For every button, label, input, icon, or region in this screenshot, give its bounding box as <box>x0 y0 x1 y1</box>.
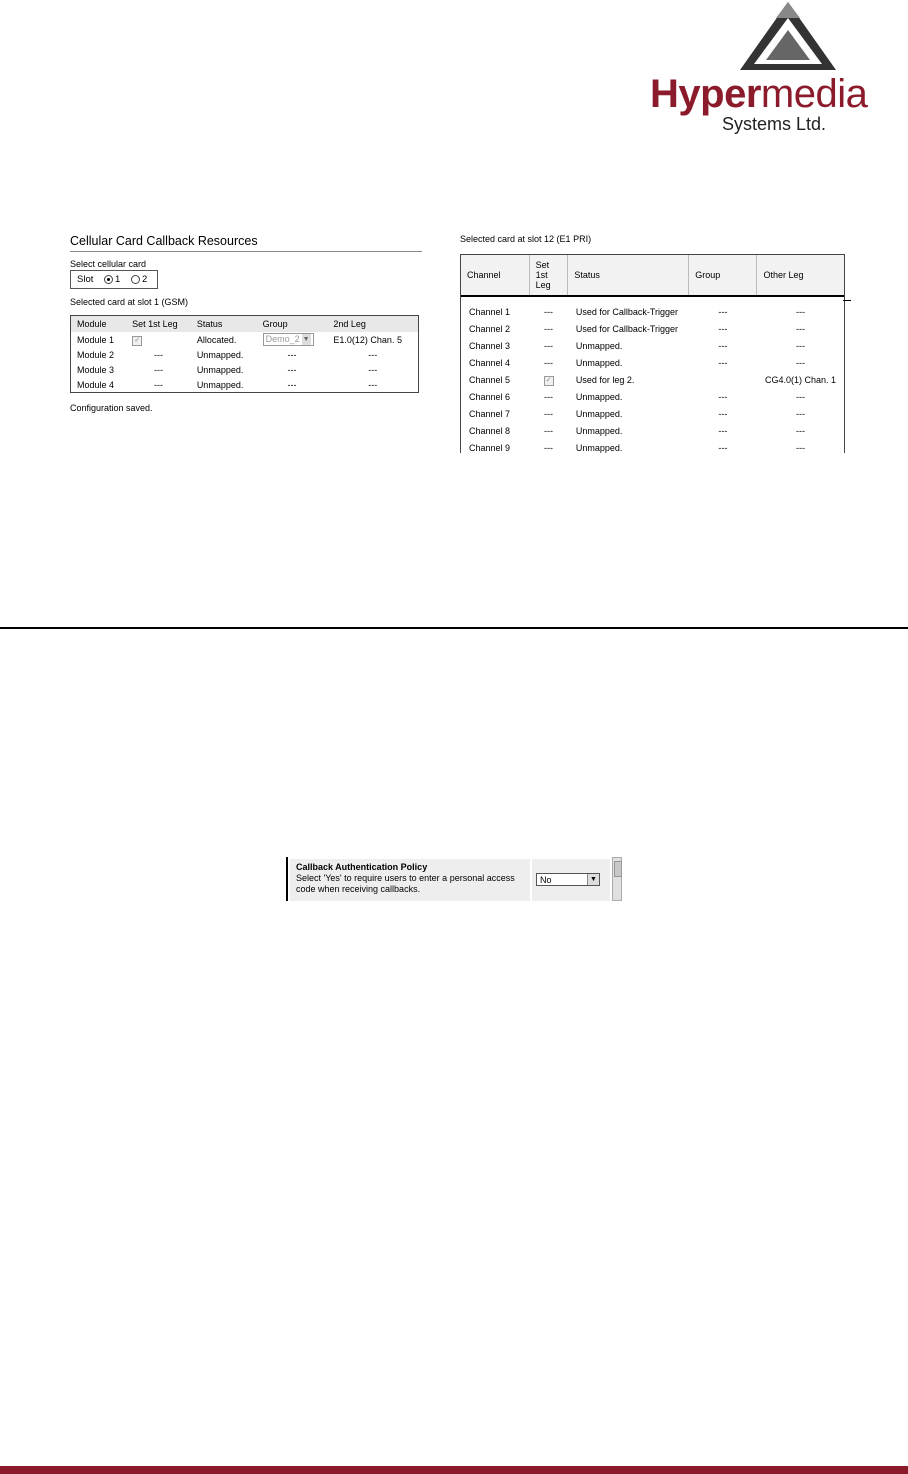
group-cell: --- <box>718 323 728 334</box>
status-cell: Unmapped. <box>575 340 623 351</box>
other-leg-cell: --- <box>795 357 805 368</box>
second-leg-cell: --- <box>368 364 378 375</box>
set-leg-cell: --- <box>544 425 554 436</box>
table-row <box>71 332 419 347</box>
second-leg-cell: --- <box>368 379 378 390</box>
module-name: Module 3 <box>77 364 115 375</box>
policy-value-cell <box>532 859 610 901</box>
set-leg-cell: --- <box>153 379 163 390</box>
status-cell: Unmapped. <box>196 364 244 375</box>
set-leg-checkbox[interactable]: ✓ <box>132 336 142 346</box>
chevron-down-icon: ▼ <box>587 874 599 885</box>
policy-value: No <box>540 875 552 885</box>
channel-name: Channel 8 <box>469 425 511 436</box>
e1-channel-panel <box>460 234 850 453</box>
other-leg-cell: --- <box>795 408 805 419</box>
left-border <box>286 857 288 901</box>
group-cell: --- <box>718 408 728 419</box>
channel-name: Channel 4 <box>469 357 511 368</box>
set-leg-cell: --- <box>544 357 554 368</box>
module-name: Module 1 <box>77 334 115 345</box>
selected-card-text: Selected card at slot 12 (E1 PRI) <box>460 234 592 244</box>
group-cell <box>257 332 328 347</box>
col-other-leg: Other Leg <box>757 255 844 296</box>
other-leg-cell: --- <box>795 442 805 453</box>
status-cell: Used for Callback-Trigger <box>575 323 679 334</box>
other-leg-cell: --- <box>795 323 805 334</box>
channel-table <box>461 255 844 453</box>
table-row <box>461 296 844 320</box>
slot-option-2: 2 <box>141 274 148 285</box>
status-cell: Allocated. <box>196 334 237 345</box>
group-cell: --- <box>718 391 728 402</box>
other-leg-cell: --- <box>795 306 805 317</box>
group-cell: --- <box>287 349 297 360</box>
group-cell: --- <box>718 442 728 453</box>
col-set-1st-leg: Set 1st Leg <box>126 316 191 333</box>
col-status: Status <box>191 316 257 333</box>
set-leg-cell: --- <box>153 364 163 375</box>
table-row <box>461 371 844 388</box>
brand-rest: media <box>760 72 868 116</box>
set-leg-cell: --- <box>544 306 554 317</box>
slot-radio-2[interactable] <box>131 275 140 284</box>
module-name: Module 4 <box>77 379 115 390</box>
header-extension-line <box>843 300 851 301</box>
channel-name: Channel 7 <box>469 408 511 419</box>
panel-title: Cellular Card Callback Resources <box>70 234 422 252</box>
brand-subtitle: Systems Ltd. <box>722 114 827 134</box>
table-row <box>461 422 844 439</box>
table-row <box>461 439 844 453</box>
set-leg-checkbox[interactable]: ✓ <box>544 376 554 386</box>
col-set-1st-leg: Set 1st Leg <box>529 255 568 296</box>
channel-name: Channel 1 <box>469 306 511 317</box>
scrollbar[interactable] <box>612 857 622 901</box>
channel-name: Channel 3 <box>469 340 511 351</box>
set-leg-cell: --- <box>544 323 554 334</box>
set-leg-cell <box>529 371 568 388</box>
table-row <box>71 362 419 377</box>
config-saved-message: Configuration saved. <box>70 403 153 413</box>
group-cell: --- <box>718 357 728 368</box>
col-group: Group <box>257 316 328 333</box>
group-cell <box>689 371 757 388</box>
status-cell: Unmapped. <box>196 379 244 390</box>
policy-description: Select 'Yes' to require users to enter a personal access code when receiving callbacks. <box>296 873 515 894</box>
module-table <box>70 315 419 393</box>
second-leg-cell: --- <box>368 349 378 360</box>
group-value: Demo_2 <box>265 334 300 344</box>
table-row <box>461 337 844 354</box>
set-leg-cell <box>126 332 191 347</box>
table-row <box>461 405 844 422</box>
set-leg-cell: --- <box>153 349 163 360</box>
slot-option-1: 1 <box>115 274 121 285</box>
policy-select[interactable] <box>536 873 600 886</box>
slot-label: Slot <box>77 274 94 285</box>
channel-name: Channel 5 <box>469 374 511 385</box>
channel-name: Channel 9 <box>469 442 511 453</box>
group-cell: --- <box>287 379 297 390</box>
brand-bold: Hyper <box>650 72 761 116</box>
col-2nd-leg: 2nd Leg <box>327 316 418 333</box>
col-group: Group <box>689 255 757 296</box>
status-cell: Used for leg 2. <box>575 374 635 385</box>
set-leg-cell: --- <box>544 391 554 402</box>
company-logo <box>650 0 868 140</box>
status-cell: Unmapped. <box>196 349 244 360</box>
group-cell: --- <box>718 306 728 317</box>
group-cell: --- <box>718 425 728 436</box>
cellular-callback-panel <box>70 234 422 413</box>
col-status: Status <box>568 255 689 296</box>
status-cell: Unmapped. <box>575 408 623 419</box>
other-leg-cell: --- <box>795 425 805 436</box>
table-row <box>71 377 419 393</box>
brand-name <box>650 72 867 117</box>
table-row <box>461 388 844 405</box>
other-leg-cell: --- <box>795 340 805 351</box>
policy-description-cell <box>290 859 530 901</box>
set-leg-cell: --- <box>544 442 554 453</box>
callback-auth-policy-setting <box>286 857 626 903</box>
selected-card-text: Selected card at slot 1 (GSM) <box>70 297 189 307</box>
channel-name: Channel 6 <box>469 391 511 402</box>
status-cell: Used for Callback-Trigger <box>575 306 679 317</box>
status-cell: Unmapped. <box>575 357 623 368</box>
policy-title: Callback Authentication Policy <box>296 862 428 872</box>
status-cell: Unmapped. <box>575 391 623 402</box>
status-cell: Unmapped. <box>575 425 623 436</box>
table-row <box>461 320 844 337</box>
table-row <box>71 347 419 362</box>
group-select[interactable] <box>263 333 314 346</box>
set-leg-cell: --- <box>544 408 554 419</box>
table-row <box>461 354 844 371</box>
group-cell: --- <box>718 340 728 351</box>
other-leg-cell: CG4.0(1) Chan. 1 <box>764 374 836 385</box>
slot-selector <box>70 270 158 289</box>
col-channel: Channel <box>461 255 529 296</box>
footer-bar <box>0 1466 908 1474</box>
chevron-down-icon: ▼ <box>302 336 310 343</box>
status-cell: Unmapped. <box>575 442 623 453</box>
group-cell: --- <box>287 364 297 375</box>
slot-radio-1[interactable] <box>104 275 113 284</box>
module-name: Module 2 <box>77 349 115 360</box>
triangle-logo-icon <box>738 0 838 72</box>
set-leg-cell: --- <box>544 340 554 351</box>
channel-table-viewport[interactable] <box>460 254 845 453</box>
section-divider <box>0 627 908 629</box>
select-card-label: Select cellular card <box>70 259 147 269</box>
other-leg-cell: --- <box>795 391 805 402</box>
col-module: Module <box>71 316 127 333</box>
channel-name: Channel 2 <box>469 323 511 334</box>
second-leg-cell: E1.0(12) Chan. 5 <box>333 334 402 345</box>
